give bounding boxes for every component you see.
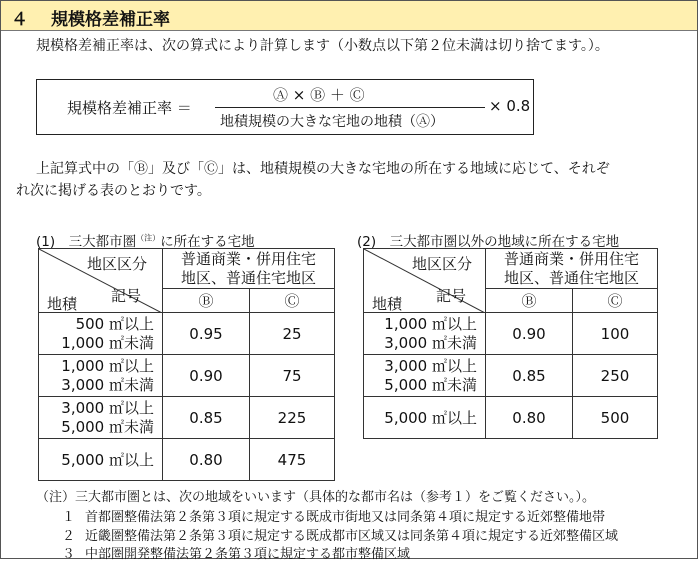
table2-area-label: 地区区分: [412, 255, 473, 273]
table2-row3-c: 500: [573, 397, 658, 439]
table1-district-line1: 普通商業・併用住宅: [180, 249, 316, 268]
table1-row2-b: 0.90: [163, 355, 250, 397]
note-item-3: [62, 543, 410, 562]
table-row: [364, 397, 658, 439]
table-row: [39, 355, 335, 397]
table-row: [39, 397, 335, 439]
table1-district-header: [163, 249, 335, 289]
section-header: [1, 1, 697, 31]
table1-row3-c: 225: [250, 397, 335, 439]
note-item-2-number: ２: [62, 529, 76, 544]
formula-lhs: 規模格差補正率 ＝: [67, 99, 192, 117]
table1-row3-range: 3,000 ㎡以上 5,000 ㎡未満: [39, 397, 163, 439]
table1-row3-b: 0.85: [163, 397, 250, 439]
table1-row2-c: 75: [250, 355, 335, 397]
table1-row2-range: 1,000 ㎡以上 3,000 ㎡未満: [39, 355, 163, 397]
table-row: [364, 313, 658, 355]
section-title: 規模格差補正率: [51, 10, 170, 30]
table1-area-label: 地区区分: [87, 255, 148, 273]
note-item-1-number: １: [62, 510, 76, 525]
notes-lead: （注）三大都市圏とは、次の地域をいいます（具体的な都市名は（参考１）をご覧ください。）。: [36, 490, 596, 505]
table2-row2-c: 250: [573, 355, 658, 397]
note-item-3-number: ３: [62, 547, 76, 562]
formula-numerator: Ⓐ × Ⓑ ＋ Ⓒ: [273, 86, 365, 104]
table2-col-c: Ⓒ: [573, 289, 658, 313]
table2-row1-c: 100: [573, 313, 658, 355]
table2-col-b: Ⓑ: [486, 289, 573, 313]
table1-row1-c: 25: [250, 313, 335, 355]
table2-header-diagonal: [364, 249, 486, 313]
note-item-3-text: 中部圏開発整備法第２条第３項に規定する都市整備区域: [85, 547, 411, 562]
formula-box: [36, 79, 534, 135]
table1-title-prefix: (1) 三大都市圏: [36, 234, 137, 250]
fraction-line: [215, 107, 485, 108]
table1-title: [36, 230, 255, 250]
table1-row4-b: 0.80: [163, 439, 250, 481]
table2-row3-b: 0.80: [486, 397, 573, 439]
table1-title-note: （注）: [136, 233, 161, 243]
table2-row2-range: 3,000 ㎡以上 5,000 ㎡未満: [364, 355, 486, 397]
table1-row1-b: 0.95: [163, 313, 250, 355]
table1-row4-range: 5,000 ㎡以上: [39, 439, 163, 481]
section-number: ４: [11, 10, 28, 30]
intro-text: 規模格差補正率は、次の算式により計算します（小数点以下第２位未満は切り捨てます。）。: [36, 38, 609, 54]
table2-land-label: 地積: [372, 295, 403, 313]
note-item-2-text: 近畿圏整備法第２条第３項に規定する既成都市区域又は同条第４項に規定する近郊整備区域: [85, 529, 619, 544]
table-row: [364, 355, 658, 397]
explanation-line-1: 上記算式中の「Ⓑ」及び「Ⓒ」は、地積規模の大きな宅地の所在する地域に応じて、それぞ: [36, 161, 610, 177]
table2-district-header: [486, 249, 658, 289]
table2-row1-b: 0.90: [486, 313, 573, 355]
table1-row1-range: 500 ㎡以上 1,000 ㎡未満: [39, 313, 163, 355]
table2-title: (2) 三大都市圏以外の地域に所在する宅地: [357, 234, 620, 250]
note-item-1: [62, 506, 605, 525]
table2-row2-b: 0.85: [486, 355, 573, 397]
note-item-1-text: 首都圏整備法第２条第３項に規定する既成市街地又は同条第４項に規定する近郊整備地帯: [85, 510, 606, 525]
table-row: [39, 313, 335, 355]
table1-header-diagonal: [39, 249, 163, 313]
formula-multiplier: × 0.8: [489, 97, 531, 115]
table2-district-line1: 普通商業・併用住宅: [503, 249, 639, 268]
table2-district-line2: 地区、普通住宅地区: [503, 268, 639, 287]
table1: [38, 248, 335, 481]
note-item-2: [62, 525, 618, 544]
table1-district-line2: 地区、普通住宅地区: [180, 268, 316, 287]
table2-symbol-label: 記号: [436, 287, 467, 305]
table1-title-suffix: に所在する宅地: [160, 234, 255, 250]
table1-land-label: 地積: [47, 295, 78, 313]
explanation-line-2: れ次に掲げる表のとおりです。: [16, 183, 211, 199]
table1-col-b: Ⓑ: [163, 289, 250, 313]
table2-row3-range: 5,000 ㎡以上: [364, 397, 486, 439]
table2: [363, 248, 658, 439]
table-row: [39, 439, 335, 481]
formula-denominator: 地積規模の大きな宅地の地積（Ⓐ）: [220, 114, 444, 130]
table1-col-c: Ⓒ: [250, 289, 335, 313]
table1-row4-c: 475: [250, 439, 335, 481]
table2-row1-range: 1,000 ㎡以上 3,000 ㎡未満: [364, 313, 486, 355]
table1-symbol-label: 記号: [111, 287, 142, 305]
